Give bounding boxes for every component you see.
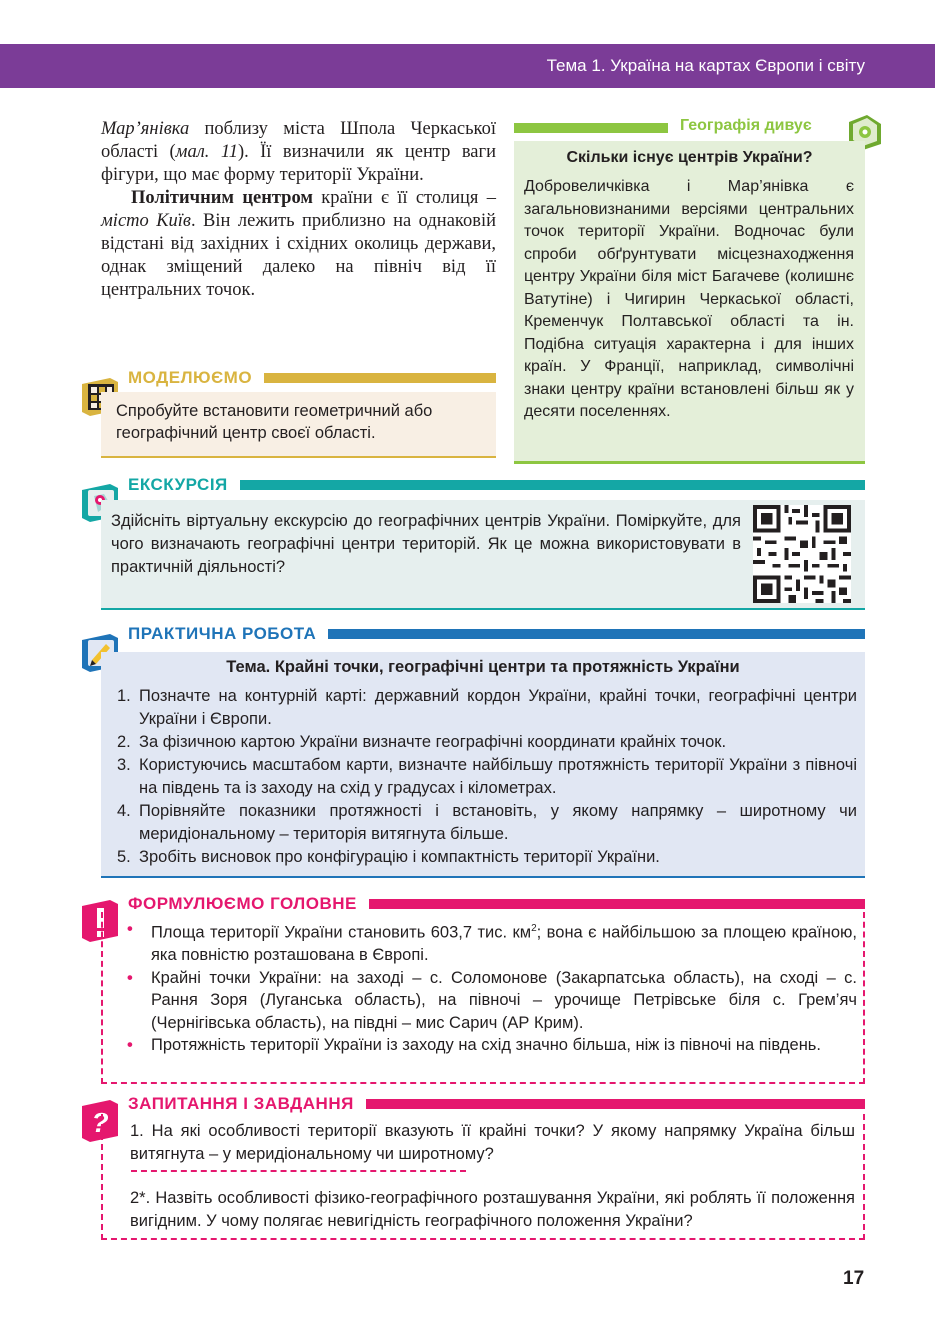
intro-text [101,118,496,302]
modeling-box [101,392,496,458]
excursion-text: Здійсніть віртуальну екскурсію до географічних центрів України. Поміркуйте, для чого визначають географічні центри територій. Як це можна використовувати в практичній діяльності? [111,512,741,576]
list-item: 1. Позначте на контурній карті: державний кордон України, крайні точки, географічні центри України і Європи. [117,687,857,728]
geo-wonder-title: Скільки існує центрів України? [566,149,813,166]
questions-heading-line [366,1099,865,1109]
header-title: Тема 1. Україна на картах Європи і світу [546,56,865,75]
intro-p1-b: ). Її визначили як центр ваги фігури, що має форму території України. [101,142,497,185]
intro-p2-italic: місто Київ [101,211,191,231]
modeling-text: Спробуйте встановити геометричний або географічний центр своєї області. [116,402,433,442]
practical-work-heading-line [328,629,865,639]
questions-label: ЗАПИТАННЯ І ЗАВДАННЯ [128,1094,354,1113]
svg-text:?: ? [91,1107,109,1138]
bullet-icon: • [127,968,133,987]
page-number: 17 [843,1268,865,1289]
practical-work-label: ПРАКТИЧНА РОБОТА [128,624,317,643]
main-points-heading-line [369,899,865,909]
header-bar [0,44,935,88]
intro-p2-bold: Політичним центром [131,188,313,208]
excursion-box [101,500,865,610]
questions-box [101,1114,865,1240]
practical-work-box [101,652,865,878]
geo-heading-label: Географія дивує [680,117,812,134]
list-item: • Протяжність території України із заходу на схід значно більша, ніж із півночі на південь. [127,1034,857,1057]
geo-wonder-box [514,141,865,464]
question-separator [131,1170,466,1172]
geo-heading-line [514,123,668,133]
practical-work-list [117,685,857,869]
list-item: 5. Зробіть висновок про конфігурацію і компактність території України. [117,848,660,866]
intro-p1-italic: Мар’янівка [101,119,190,139]
excursion-heading-line [240,480,865,490]
question-1: 1. На які особливості території вказують її крайні точки? У якому напрямку Україна більш витягнута – у меридіональному чи широтному? [130,1122,855,1163]
main-points-box [101,912,865,1084]
main-points-label: ФОРМУЛЮЄМО ГОЛОВНЕ [128,894,357,913]
intro-paragraph-2 [101,187,496,302]
intro-paragraph-1 [101,118,496,187]
intro-p1-ref: мал. 11 [175,142,238,162]
intro-p2-b: . Він лежить приблизно на однаковій відстані від західних і східних околиць держави, однак зміщений далеко на північ від її центральних точок. [101,211,496,300]
list-item: 3. Користуючись масштабом карти, визначте найбільшу протяжність території України з півночі на південь та із заходу на схід у градусах і кілометрах. [117,756,857,797]
bullet-icon: • [127,920,133,938]
main-points-list [127,918,857,1057]
practical-work-title: Тема. Крайні точки, географічні центри та протяжність України [226,658,740,676]
questions-heading [128,1093,865,1115]
modeling-heading [128,367,496,389]
geo-wonder-text: Добровеличківка і Мар’янівка є загальновизнаними версіями центральних точок території України. Водночас були спроби обґрунтувати місцезнаходження центру України біля міст Багачеве (колишнє Ватутіне) і Чигирин Черкаської області, Кременчук Полтавської області та ін. Подібна ситуація характерна і для інших країн. У Франції, наприклад, символічні знаки центру країни встановлені більш як у десяти поселеннях. [524,178,854,420]
practical-work-heading [128,623,865,645]
question-2: 2*. Назвіть особливості фізико-географічного розташування України, які роблять її положення вигідним. У чому полягає невигідність географічного положення України? [130,1189,855,1230]
qr-code-icon[interactable] [753,504,851,604]
modeling-label: МОДЕЛЮЄМО [128,368,253,387]
excursion-label: ЕКСКУРСІЯ [128,475,228,494]
excursion-heading [128,474,865,496]
list-item: • Крайні точки України: на заході – с. Соломонове (Закарпатська область), на сході – с. Рання Зоря (Луганська область), на півночі – урочище Петрівське біля с. Грем’яч (Чернігівська область), на півдні – мис Сарич (АР Крим). [127,968,857,1032]
intro-p2-a: країни є її столиця – [312,188,496,208]
modeling-heading-line [264,373,496,383]
bullet-icon: • [127,1036,133,1054]
list-item: 4. Порівняйте показники протяжності і встановіть, у якому напрямку – широтному чи меридіональному – територія витягнута більше. [117,802,857,843]
list-item: • Площа території України становить 603,7 тис. $км^2$; вона є найбільшою за площею країною, яка повністю розташована в Європі. [127,920,858,964]
list-item: 2. За фізичною картою України визначте географічні координати крайніх точок. [117,733,727,751]
intro-p1-a: поблизу міста Шпола Черкаської області ( [101,119,496,162]
